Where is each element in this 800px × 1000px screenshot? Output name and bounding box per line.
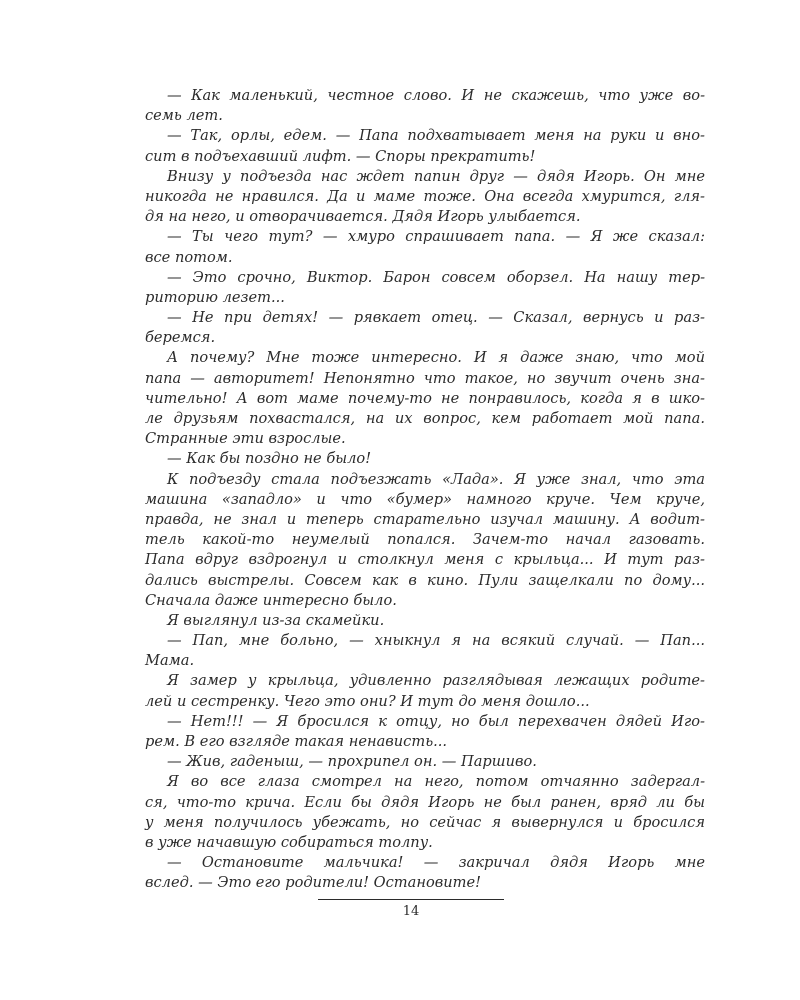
page-number: 14 <box>402 904 420 919</box>
text-line: ле друзьям похвастался, на их вопрос, кем работает мой папа. <box>145 410 705 427</box>
text-line: Я во все глаза смотрел на него, потом отчаянно задергал- <box>167 773 705 791</box>
text-line: — Остановите мальчика! — закричал дядя Игорь мне <box>167 854 705 872</box>
text-line: — Так, орлы, едем. — Папа подхватывает меня на руки и вно- <box>167 127 705 145</box>
text-line: рем. В его взгляде такая ненависть... <box>145 733 448 750</box>
text-line: Мама. <box>145 652 195 670</box>
text-line: А почему? Мне тоже интересно. И я даже знаю, что мой <box>167 349 705 367</box>
text-line: в уже начавшую собираться толпу. <box>145 833 433 851</box>
text-line: тель какой-то неумелый попался. Зачем-то начал газовать. <box>145 531 705 549</box>
text-line: лей и сестренку. Чего это они? И тут до меня дошло... <box>145 692 590 710</box>
text-line: дались выстрелы. Совсем как в кино. Пули защелкали по дому... <box>145 571 705 589</box>
text-line: — Жив, гаденыш, — прохрипел он. — Паршиво. <box>167 753 537 771</box>
text-line: у меня получилось убежать, но сейчас я вывернулся и бросился <box>145 813 705 831</box>
body-text <box>145 86 705 894</box>
text-line: сит в подъехавший лифт. — Споры прекратить! <box>145 147 536 165</box>
text-line: — Как бы поздно не было! <box>167 450 372 468</box>
text-line: Я замер у крыльца, удивленно разглядывая лежащих родите- <box>167 672 705 690</box>
text-line: папа — авторитет! Непонятно что такое, но звучит очень зна- <box>145 369 705 387</box>
text-line: Я выглянул из-за скамейки. <box>167 611 385 629</box>
text-line: все потом. <box>145 248 233 266</box>
text-line: Странные эти взрослые. <box>145 430 346 448</box>
text-line: Внизу у подъезда нас ждет папин друг — дядя Игорь. Он мне <box>167 167 705 185</box>
text-line: ся, что-то крича. Если бы дядя Игорь не был ранен, вряд ли бы <box>145 793 705 811</box>
text-line: Папа вдруг вздрогнул и столкнул меня с крыльца... И тут раз- <box>145 551 705 569</box>
text-line: — Пап, мне больно, — хныкнул я на всякий случай. — Пап... <box>167 632 705 650</box>
footer-rule <box>318 899 504 900</box>
text-line: К подъезду стала подъезжать «Лада». Я уже знал, что эта <box>167 470 705 488</box>
text-line: чительно! А вот маме почему-то не понравилось, когда я в шко- <box>145 389 705 407</box>
text-line: — Как маленький, честное слово. И не скажешь, что уже во- <box>167 87 705 104</box>
text-line: машина «западло» и что «бумер» намного круче. Чем круче, <box>145 490 705 508</box>
text-line: правда, не знал и теперь старательно изучал машину. А водит- <box>145 510 705 528</box>
text-line: беремся. <box>145 329 216 347</box>
text-line: — Это срочно, Виктор. Барон совсем оборзел. На нашу тер- <box>167 268 705 286</box>
text-line: никогда не нравился. Да и маме тоже. Она всегда хмурится, гля- <box>145 187 705 205</box>
text-line: — Не при детях! — рявкает отец. — Сказал, вернусь и раз- <box>167 309 705 327</box>
text-line: семь лет. <box>145 107 223 125</box>
text-line: вслед. — Это его родители! Остановите! <box>145 874 481 892</box>
text-line: дя на него, и отворачивается. Дядя Игорь улыбается. <box>145 208 581 226</box>
text-line: — Ты чего тут? — хмуро спрашивает папа. — Я же сказал: <box>167 228 705 246</box>
text-line: риторию лезет... <box>145 288 285 306</box>
text-line: — Нет!!! — Я бросился к отцу, но был перехвачен дядей Иго- <box>167 712 705 730</box>
text-line: Сначала даже интересно было. <box>145 591 397 609</box>
